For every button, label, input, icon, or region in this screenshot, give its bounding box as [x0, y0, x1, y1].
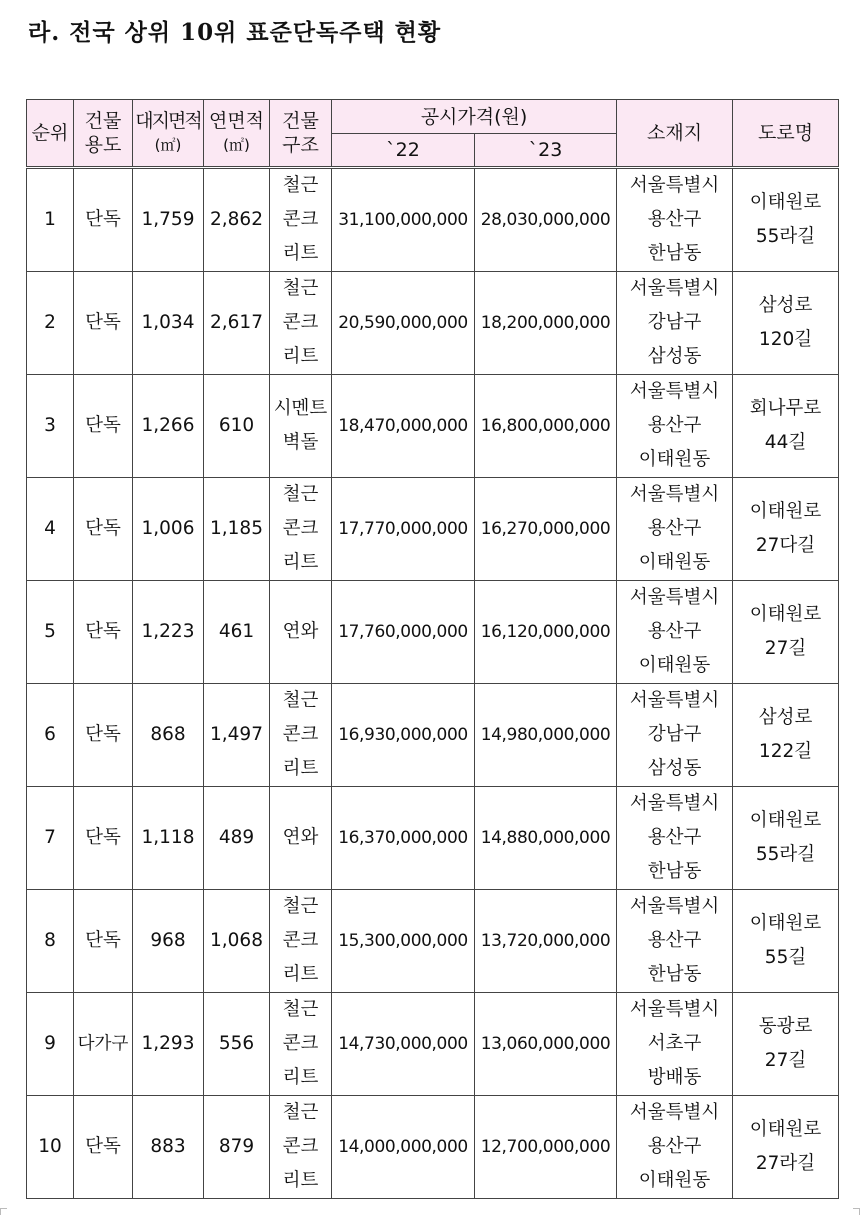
- cell-structure-line: 연와: [282, 621, 319, 642]
- cell-location: [617, 890, 733, 993]
- cell-rank-value: 2: [44, 312, 56, 333]
- cell-road: [733, 993, 839, 1096]
- cell-location-line: 서울특별시: [629, 896, 720, 917]
- page-title: 라. 전국 상위 10위 표준단독주택 현황: [28, 19, 442, 46]
- cell-land-area: [133, 272, 204, 375]
- cell-use: [74, 993, 133, 1096]
- table-row: [27, 993, 839, 1096]
- cell-price-23-value: 14,980,000,000: [480, 725, 611, 745]
- table-row: [27, 272, 839, 375]
- cell-use-value: 단독: [85, 724, 121, 745]
- cell-location-line: 용산구: [647, 415, 702, 436]
- cell-rank: [27, 168, 74, 272]
- cell-land-area: [133, 375, 204, 478]
- cell-use-value: 다가구: [77, 1034, 129, 1054]
- cell-rank: [27, 787, 74, 890]
- header-use: 건물 용도: [74, 100, 133, 168]
- cell-floor-area-value: 2,862: [210, 209, 263, 230]
- cell-structure-line: 리트: [282, 243, 319, 264]
- cell-price-22-value: 14,000,000,000: [338, 1137, 468, 1157]
- top10-table: [26, 99, 839, 1199]
- cell-price-23-value: 12,700,000,000: [480, 1137, 611, 1157]
- cell-price-22-value: 17,770,000,000: [338, 519, 468, 539]
- cell-structure-line: 리트: [282, 346, 319, 367]
- cell-road-line: 이태원로: [749, 810, 822, 831]
- table-row: [27, 478, 839, 581]
- cell-price-23-value: 16,120,000,000: [480, 622, 611, 642]
- cell-price-22: [332, 1096, 475, 1199]
- cell-rank: [27, 375, 74, 478]
- cell-rank-value: 6: [44, 724, 56, 745]
- cell-location-line: 이태원동: [638, 655, 711, 676]
- table-row: [27, 684, 839, 787]
- cell-price-23: [475, 168, 617, 272]
- cell-use-value: 단독: [85, 312, 121, 333]
- cell-price-23-value: 13,060,000,000: [480, 1034, 611, 1054]
- cell-use-value: 단독: [85, 930, 121, 951]
- cell-rank-value: 3: [44, 415, 56, 436]
- cell-price-23: [475, 787, 617, 890]
- header-structure: 건물 구조: [270, 100, 332, 168]
- cell-rank: [27, 1096, 74, 1199]
- table-row: [27, 168, 839, 272]
- cell-floor-area: [204, 375, 270, 478]
- cell-use-value: 단독: [85, 209, 121, 230]
- cell-floor-area-value: 461: [218, 621, 255, 642]
- cell-use: [74, 168, 133, 272]
- cell-structure-line: 철근: [282, 690, 319, 711]
- cell-road-line: 27길: [764, 638, 807, 659]
- page-corner-mark: [0, 1208, 7, 1215]
- cell-location-line: 용산구: [647, 930, 702, 951]
- cell-location-line: 서울특별시: [629, 381, 720, 402]
- cell-road-line: 회나무로: [749, 398, 822, 419]
- cell-price-22-value: 18,470,000,000: [338, 416, 468, 436]
- cell-price-22: [332, 478, 475, 581]
- header-price-23: `23: [475, 134, 617, 168]
- cell-road-line: 이태원로: [749, 1119, 822, 1140]
- cell-location-line: 이태원동: [638, 552, 711, 573]
- cell-use-value: 단독: [85, 1136, 121, 1157]
- cell-structure-line: 연와: [282, 827, 319, 848]
- cell-rank: [27, 993, 74, 1096]
- cell-use-value: 단독: [85, 518, 121, 539]
- cell-location-line: 서울특별시: [629, 1102, 720, 1123]
- cell-structure-line: 콘크: [282, 930, 319, 951]
- cell-location-line: 한남동: [647, 243, 702, 264]
- cell-rank-value: 9: [44, 1033, 56, 1054]
- cell-structure-line: 리트: [282, 1067, 319, 1088]
- cell-road: [733, 1096, 839, 1199]
- cell-land-area-value: 968: [150, 930, 186, 951]
- header-price-group: 공시가격(원): [332, 100, 617, 134]
- cell-use: [74, 1096, 133, 1199]
- header-location: 소재지: [617, 100, 733, 168]
- cell-price-22-value: 16,370,000,000: [338, 828, 468, 848]
- cell-road-line: 삼성로: [758, 295, 813, 316]
- cell-location: [617, 684, 733, 787]
- cell-land-area: [133, 581, 204, 684]
- cell-floor-area-value: 556: [218, 1033, 255, 1054]
- cell-floor-area: [204, 684, 270, 787]
- cell-road: [733, 890, 839, 993]
- cell-land-area-value: 883: [150, 1136, 186, 1157]
- cell-price-23-value: 13,720,000,000: [480, 931, 611, 951]
- cell-location: [617, 478, 733, 581]
- cell-use-value: 단독: [85, 415, 121, 436]
- cell-location-line: 서울특별시: [629, 484, 720, 505]
- cell-location-line: 서울특별시: [629, 793, 720, 814]
- cell-structure-line: 철근: [282, 1102, 319, 1123]
- cell-land-area: [133, 478, 204, 581]
- cell-road-line: 122길: [758, 741, 813, 762]
- cell-price-23: [475, 375, 617, 478]
- cell-structure-line: 철근: [282, 278, 319, 299]
- cell-road-line: 44길: [764, 432, 807, 453]
- cell-structure-line: 리트: [282, 552, 319, 573]
- cell-rank-value: 10: [38, 1136, 62, 1157]
- cell-location-line: 한남동: [647, 964, 702, 985]
- table-row: [27, 890, 839, 993]
- cell-structure-line: 콘크: [282, 209, 319, 230]
- cell-price-22: [332, 787, 475, 890]
- cell-structure: [270, 787, 332, 890]
- cell-road-line: 27길: [764, 1050, 807, 1071]
- cell-price-22-value: 14,730,000,000: [338, 1034, 468, 1054]
- cell-road-line: 동광로: [758, 1016, 813, 1037]
- cell-floor-area: [204, 787, 270, 890]
- cell-floor-area: [204, 890, 270, 993]
- cell-structure: [270, 478, 332, 581]
- cell-structure: [270, 375, 332, 478]
- cell-floor-area: [204, 272, 270, 375]
- cell-structure: [270, 168, 332, 272]
- cell-rank-value: 7: [44, 827, 56, 848]
- cell-location: [617, 1096, 733, 1199]
- cell-rank: [27, 684, 74, 787]
- cell-rank-value: 5: [44, 621, 56, 642]
- cell-land-area-value: 1,223: [141, 621, 195, 642]
- cell-structure-line: 벽돌: [282, 432, 319, 453]
- cell-structure-line: 철근: [282, 484, 319, 505]
- cell-land-area-value: 868: [150, 724, 186, 745]
- cell-price-22: [332, 581, 475, 684]
- cell-use: [74, 890, 133, 993]
- cell-use: [74, 272, 133, 375]
- cell-land-area-value: 1,006: [141, 518, 195, 539]
- cell-price-23: [475, 993, 617, 1096]
- cell-structure: [270, 1096, 332, 1199]
- cell-price-23: [475, 272, 617, 375]
- cell-structure-line: 리트: [282, 1170, 319, 1191]
- cell-price-22: [332, 993, 475, 1096]
- cell-location-line: 용산구: [647, 827, 702, 848]
- cell-structure-line: 콘크: [282, 518, 319, 539]
- cell-price-22: [332, 684, 475, 787]
- cell-structure: [270, 993, 332, 1096]
- cell-location-line: 용산구: [647, 518, 702, 539]
- cell-floor-area: [204, 478, 270, 581]
- cell-price-22: [332, 272, 475, 375]
- cell-road: [733, 272, 839, 375]
- cell-floor-area-value: 610: [218, 415, 255, 436]
- cell-price-23: [475, 581, 617, 684]
- cell-land-area-value: 1,266: [141, 415, 195, 436]
- cell-land-area: [133, 890, 204, 993]
- cell-floor-area-value: 1,068: [210, 930, 263, 951]
- cell-floor-area-value: 2,617: [210, 312, 263, 333]
- cell-road-line: 55길: [764, 947, 807, 968]
- cell-land-area: [133, 1096, 204, 1199]
- cell-structure-line: 시멘트: [273, 398, 328, 419]
- cell-structure-line: 리트: [282, 964, 319, 985]
- cell-land-area-value: 1,759: [141, 209, 195, 230]
- table-row: [27, 375, 839, 478]
- cell-location: [617, 168, 733, 272]
- cell-land-area-value: 1,293: [141, 1033, 195, 1054]
- cell-structure-line: 철근: [282, 175, 319, 196]
- page-corner-mark: [853, 1208, 860, 1215]
- cell-land-area: [133, 684, 204, 787]
- header-rank: 순위: [27, 100, 74, 168]
- cell-floor-area: [204, 993, 270, 1096]
- cell-location-line: 용산구: [647, 1136, 702, 1157]
- cell-use: [74, 375, 133, 478]
- cell-road-line: 120길: [758, 329, 813, 350]
- cell-location-line: 서울특별시: [629, 587, 720, 608]
- cell-road-line: 이태원로: [749, 192, 822, 213]
- header-floor-area: 연면적 (㎡): [204, 100, 270, 168]
- cell-location-line: 방배동: [647, 1067, 702, 1088]
- cell-road: [733, 478, 839, 581]
- cell-road: [733, 581, 839, 684]
- cell-location-line: 이태원동: [638, 1170, 711, 1191]
- cell-location-line: 서울특별시: [629, 999, 720, 1020]
- cell-floor-area: [204, 1096, 270, 1199]
- cell-road-line: 삼성로: [758, 707, 813, 728]
- cell-floor-area: [204, 168, 270, 272]
- cell-use-value: 단독: [85, 621, 121, 642]
- cell-price-23: [475, 684, 617, 787]
- cell-use: [74, 478, 133, 581]
- table-row: [27, 1096, 839, 1199]
- cell-structure-line: 콘크: [282, 724, 319, 745]
- cell-road-line: 27라길: [755, 1153, 816, 1174]
- cell-price-23: [475, 890, 617, 993]
- cell-floor-area-value: 489: [218, 827, 255, 848]
- cell-price-23: [475, 1096, 617, 1199]
- cell-road: [733, 684, 839, 787]
- cell-land-area: [133, 993, 204, 1096]
- cell-rank: [27, 272, 74, 375]
- cell-price-22-value: 20,590,000,000: [338, 313, 468, 333]
- cell-road-line: 55라길: [755, 844, 816, 865]
- cell-price-23-value: 16,270,000,000: [480, 519, 611, 539]
- cell-location: [617, 993, 733, 1096]
- cell-floor-area-value: 1,185: [210, 518, 263, 539]
- cell-road: [733, 375, 839, 478]
- cell-rank-value: 1: [44, 209, 56, 230]
- cell-land-area-value: 1,118: [141, 827, 195, 848]
- cell-rank: [27, 478, 74, 581]
- cell-price-22-value: 16,930,000,000: [338, 725, 468, 745]
- cell-location: [617, 787, 733, 890]
- cell-land-area-value: 1,034: [141, 312, 195, 333]
- cell-location-line: 삼성동: [647, 346, 702, 367]
- cell-road-line: 이태원로: [749, 501, 822, 522]
- cell-price-23-value: 18,200,000,000: [480, 313, 611, 333]
- cell-price-23-value: 14,880,000,000: [480, 828, 611, 848]
- cell-price-22-value: 15,300,000,000: [338, 931, 468, 951]
- cell-location: [617, 272, 733, 375]
- cell-location-line: 이태원동: [638, 449, 711, 470]
- cell-structure-line: 리트: [282, 758, 319, 779]
- cell-price-22-value: 31,100,000,000: [338, 210, 468, 230]
- cell-structure: [270, 272, 332, 375]
- cell-price-22: [332, 375, 475, 478]
- cell-structure-line: 철근: [282, 896, 319, 917]
- cell-price-22-value: 17,760,000,000: [338, 622, 468, 642]
- header-road: 도로명: [733, 100, 839, 168]
- cell-price-23-value: 28,030,000,000: [480, 210, 611, 230]
- cell-location-line: 삼성동: [647, 758, 702, 779]
- cell-location-line: 한남동: [647, 861, 702, 882]
- cell-floor-area: [204, 581, 270, 684]
- cell-road-line: 55라길: [755, 226, 816, 247]
- cell-structure-line: 콘크: [282, 1136, 319, 1157]
- cell-use: [74, 581, 133, 684]
- cell-land-area: [133, 787, 204, 890]
- cell-price-22: [332, 168, 475, 272]
- cell-location-line: 용산구: [647, 621, 702, 642]
- cell-use: [74, 684, 133, 787]
- cell-location-line: 서울특별시: [629, 690, 720, 711]
- cell-structure-line: 철근: [282, 999, 319, 1020]
- cell-location-line: 서초구: [647, 1033, 702, 1054]
- table-row: [27, 787, 839, 890]
- cell-structure: [270, 581, 332, 684]
- cell-price-22: [332, 890, 475, 993]
- cell-rank: [27, 890, 74, 993]
- cell-rank-value: 4: [44, 518, 56, 539]
- cell-location-line: 서울특별시: [629, 278, 720, 299]
- cell-land-area: [133, 168, 204, 272]
- cell-road-line: 이태원로: [749, 604, 822, 625]
- cell-floor-area-value: 879: [218, 1136, 255, 1157]
- cell-location-line: 강남구: [647, 724, 702, 745]
- cell-road: [733, 787, 839, 890]
- cell-use: [74, 787, 133, 890]
- cell-rank: [27, 581, 74, 684]
- cell-price-23-value: 16,800,000,000: [480, 416, 611, 436]
- cell-location-line: 용산구: [647, 209, 702, 230]
- cell-structure: [270, 684, 332, 787]
- cell-location: [617, 581, 733, 684]
- cell-road-line: 이태원로: [749, 913, 822, 934]
- cell-location: [617, 375, 733, 478]
- header-price-22: `22: [332, 134, 475, 168]
- cell-structure: [270, 890, 332, 993]
- cell-location-line: 서울특별시: [629, 175, 720, 196]
- cell-rank-value: 8: [44, 930, 56, 951]
- cell-structure-line: 콘크: [282, 1033, 319, 1054]
- cell-use-value: 단독: [85, 827, 121, 848]
- cell-structure-line: 콘크: [282, 312, 319, 333]
- cell-road: [733, 168, 839, 272]
- table-row: [27, 581, 839, 684]
- cell-location-line: 강남구: [647, 312, 702, 333]
- cell-road-line: 27다길: [755, 535, 816, 556]
- cell-price-23: [475, 478, 617, 581]
- header-land-area: 대지면적 (㎡): [133, 100, 204, 168]
- cell-floor-area-value: 1,497: [210, 724, 263, 745]
